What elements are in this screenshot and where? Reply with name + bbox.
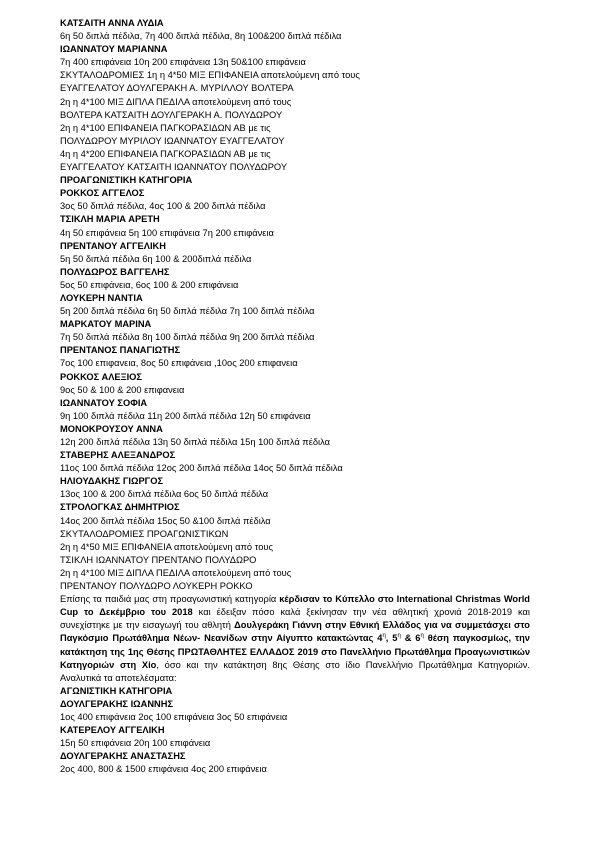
para-sup-1: η [382,633,386,640]
athlete-heading: ΗΛΙΟΥΔΑΚΗΣ ΓΙΩΡΓΟΣ [60,476,164,487]
result-line: 7ος 100 επιφανεια, 8ος 50 επιφάνεια ,10ος 200 επιφανεια [60,358,298,369]
result-line: 5ος 50 επιφάνεια, 6ος 100 & 200 επιφάνεια [60,279,239,290]
athlete-heading: ΡΟΚΚΟΣ ΑΛΕΞΙΟΣ [60,371,142,382]
result-line: 14ος 200 διπλά πέδιλα 15ος 50 &100 διπλά πέδιλα [60,515,271,526]
result-line: 2η η 4*100 ΜΙΞ ΔΙΠΛΑ ΠΕΔΙΛΑ αποτελούμενη από τους [60,96,292,107]
result-line: 1ος 400 επιφάνεια 2ος 100 επιφάνεια 3ος 50 επιφάνεια [60,711,288,722]
athlete-heading: ΑΓΩΝΙΣΤΙΚΗ ΚΑΤΗΓΟΡΙΑ [60,685,173,696]
result-line: 2η η 4*100 ΜΙΞ ΔΙΠΛΑ ΠΕΔΙΛΑ αποτελούμενη από τους [60,567,292,578]
athlete-heading: ΣΤΑΒΕΡΗΣ ΑΛΕΞΑΝΔΡΟΣ [60,450,176,461]
result-line: 4η 50 επιφάνεια 5η 100 επιφάνεια 7η 200 επιφάνεια [60,227,274,238]
para-text-1: Επίσης τα παιδιά μας στη προαγωνιστική κατηγορία [60,594,280,605]
para-text-2: και έδειξαν πόσο καλά ξεκίνησαν την νέα αθλητική χρονιά 2018-2019 και συνεχίστηκε με την εισαγωγή του αθλητή [60,607,530,631]
result-line: 7η 50 διπλά πέδιλα 8η 100 διπλά πέδιλα 9η 200 διπλά πέδιλα [60,332,315,343]
para-bold-3: , 5 [385,633,398,644]
athlete-heading: ΡΟΚΚΟΣ ΑΓΓΕΛΟΣ [60,188,145,199]
result-line: 9η 100 διπλά πέδιλα 11η 200 διπλά πέδιλα 12η 50 επιφάνεια [60,410,311,421]
result-line: 7η 400 επιφάνεια 10η 200 επιφάνεια 13η 50&100 επιφάνεια [60,57,306,68]
result-line: 3ος 50 διπλά πέδιλα, 4ος 100 & 200 διπλά πέδιλα [60,201,266,212]
athlete-heading: ΚΑΤΣΑΙΤΗ ΑΝΝΑ ΛΥΔΙΑ [60,18,164,28]
athlete-heading: ΠΡΟΑΓΩΝΙΣΤΙΚΗ ΚΑΤΗΓΟΡΙΑ [60,175,193,186]
para-text-3: , όσο και την κατάκτηση 8ης Θέσης στο ίδιο Πανελλήνιο Πρωτάθλημα Κατηγοριών. Αναλυτικά τα αποτελέσματα: [60,659,530,683]
athlete-heading: ΚΑΤΕΡΕΛΟΥ ΑΓΓΕΛΙΚΗ [60,725,165,736]
athlete-heading: ΙΩΑΝΝΑΤΟΥ ΜΑΡΙΑΝΝΑ [60,44,168,55]
summary-paragraph [60,593,530,685]
result-line: ΣΚΥΤΑΛΟΔΡΟΜΙΕΣ 1η η 4*50 ΜΙΞ ΕΠΙΦΑΝΕΙΑ αποτελούμενη από τους [60,70,360,81]
result-line: 11ος 100 διπλά πέδιλα 12ος 200 διπλά πέδιλα 14ος 50 διπλά πέδιλα [60,463,343,474]
result-line: ΠΟΛΥΔΩΡΟΥ ΜΥΡΙΛΟΥ ΙΩΑΝΝΑΤΟΥ ΕΥΑΓΓΕΛΑΤΟΥ [60,135,285,146]
result-line: ΕΥΑΓΓΕΛΑΤΟΥ ΚΑΤΣΑΙΤΗ ΙΩΑΝΝΑΤΟΥ ΠΟΛΥΔΩΡΟΥ [60,162,288,173]
para-bold-1: κέρδισαν το Κύπελλο στο International Christmas World Cup το Δεκέμβριο του 2018 [60,594,530,618]
para-bold-2: Δουλγεράκη Γιάννη στην Εθνική Ελλάδος για να συμμετάσχει στο Παγκόσμιο Πρωτάθλημα Νέων- Νεανίδων στην Αίγυπτο κατακτώντας 4 [60,620,530,644]
result-line: ΒΟΛΤΕΡΑ ΚΑΤΣΑΙΤΗ ΔΟΥΛΓΕΡΑΚΗ Α. ΠΟΛΥΔΩΡΟΥ [60,109,283,120]
athlete-heading: ΜΑΡΚΑΤΟΥ ΜΑΡΙΝΑ [60,319,152,330]
athlete-heading: ΛΟΥΚΕΡΗ ΝΑΝΤΙΑ [60,292,143,303]
athlete-heading: ΣΤΡΟΛΟΓΚΑΣ ΔΗΜΗΤΡΙΟΣ [60,502,180,513]
athlete-heading: ΔΟΥΛΓΕΡΑΚΗΣ ΑΝΑΣΤΑΣΗΣ [60,751,186,762]
result-line: 2ος 400, 800 & 1500 επιφάνεια 4ος 200 επιφάνεια [60,764,267,775]
results-list-bottom [60,685,530,777]
athlete-heading: ΠΡΕΝΤΑΝΟΥ ΑΓΓΕΛΙΚΗ [60,240,166,251]
athlete-heading: ΜΟΝΟΚΡΟΥΣΟΥ ΑΝΝΑ [60,423,163,434]
result-line: 2η η 4*50 ΜΙΞ ΕΠΙΦΑΝΕΙΑ αποτελούμενη από τους [60,541,273,552]
result-line: 9ος 50 & 100 & 200 επιφανεια [60,384,185,395]
para-bold-5: θέση παγκοσμίως, την κατάκτηση της 1ης Θέσης ΠΡΩΤΑΘΛΗΤΕΣ ΕΛΛΑΔΟΣ 2019 στο Πανελλήνιο Πρωτάθλημα Προαγωνιστικών Κατηγοριών στη Χίο [60,633,530,670]
athlete-heading: ΤΣΙΚΛΗ ΜΑΡΙΑ ΑΡΕΤΗ [60,214,160,225]
result-line: 5η 50 διπλά πέδιλα 6η 100 & 200διπλά πέδιλα [60,253,252,264]
para-sup-2: η [397,633,401,640]
result-line: ΕΥΑΓΓΕΛΑΤΟΥ ΔΟΥΛΓΕΡΑΚΗ Α. ΜΥΡΙΛΛΟΥ ΒΟΛΤΕΡΑ [60,83,294,94]
athlete-heading: ΠΡΕΝΤΑΝΟΣ ΠΑΝΑΓΙΩΤΗΣ [60,345,181,356]
result-line: 2η η 4*100 ΕΠΙΦΑΝΕΙΑ ΠΑΓΚΟΡΑΣΙΔΩΝ ΑΒ με τις [60,122,271,133]
result-line: 12η 200 διπλά πέδιλα 13η 50 διπλά πέδιλα 15η 100 διπλά πέδιλα [60,437,330,447]
athlete-heading: ΙΩΑΝΝΑΤΟΥ ΣΟΦΙΑ [60,397,148,408]
result-line: ΠΡΕΝΤΑΝΟΥ ΠΟΛΥΔΩΡΟ ΛΟΥΚΕΡΗ ΡΟΚΚΟ [60,581,253,592]
result-line: 15η 50 επιφάνεια 20η 100 επιφάνεια [60,738,211,749]
athlete-heading: ΔΟΥΛΓΕΡΑΚΗΣ ΙΩΑΝΝΗΣ [60,698,174,709]
para-sup-3: η [420,633,424,640]
result-line: ΤΣΙΚΛΗ ΙΩΑΝΝΑΤΟΥ ΠΡΕΝΤΑΝΟ ΠΟΛΥΔΩΡΟ [60,554,257,565]
para-bold-4: & 6 [400,633,421,644]
result-line: 13ος 100 & 200 διπλά πέδιλα 6ος 50 διπλά πέδιλα [60,489,269,500]
results-list-top [60,17,530,593]
document-page [60,17,530,776]
result-line: ΣΚΥΤΑΛΟΔΡΟΜΙΕΣ ΠΡΟΑΓΩΝΙΣΤΙΚΩΝ [60,528,229,539]
result-line: 4η η 4*200 ΕΠΙΦΑΝΕΙΑ ΠΑΓΚΟΡΑΣΙΔΩΝ ΑΒ με τις [60,148,271,159]
athlete-heading: ΠΟΛΥΔΩΡΟΣ ΒΑΓΓΕΛΗΣ [60,266,170,277]
result-line: 5η 200 διπλά πέδιλα 6η 50 διπλά πέδιλα 7η 100 διπλά πέδιλα [60,306,315,317]
result-line: 6η 50 διπλά πέδιλα, 7η 400 διπλά πέδιλα, 8η 100&200 διπλά πέδιλα [60,31,342,42]
